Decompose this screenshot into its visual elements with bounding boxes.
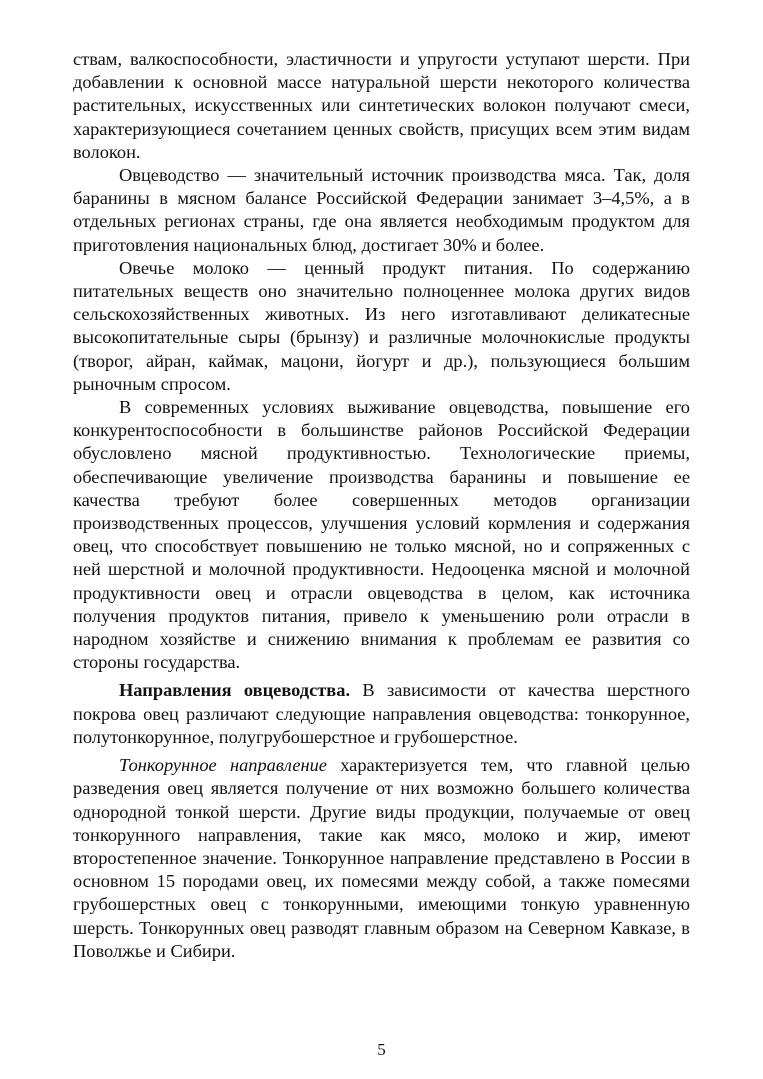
- paragraph-fine-wool: [73, 754, 690, 963]
- paragraph-mutton-production: Овцеводство — значительный источник производства мяса. Так, доля баранины в мясном балансе Российской Федерации занимает 3–4,5%, а в отдельных регионах страны, где она является необходимым продуктом для приготовления национальных блюд, достигает 30% и более.: [73, 165, 690, 255]
- paragraph-fine-wool-body: характеризуется тем, что главной целью разведения овец является получение от них возможно большего количества однородной тонкой шерсти. Другие виды продукции, получаемые от овец тонкорунного направления, такие как мясо, молоко и жир, имеют второстепенное значение. Тонкорунное направление представлено в России в основном 15 породами овец, их помесями между собой, а также помесями грубошерстных овец с тонкорунными, имеющими тонкую уравненную шерсть. Тонкорунных овец разводят главным образом на Северном Кавказе, в Поволжье и Сибири.: [73, 755, 690, 961]
- paragraph-directions-body: В зависимости от качества шерстного покрова овец различают следующие направления овцеводства: тонкорунное, полутонкорунное, полугрубошерстное и грубошерстное.: [73, 680, 691, 747]
- page-body: [73, 48, 690, 963]
- section-heading-directions: Направления овцеводства.: [119, 680, 351, 701]
- paragraph-sheep-milk: Овечье молоко — ценный продукт питания. По содержанию питательных веществ оно значительно полноценнее молока других видов сельскохозяйственных животных. Из него изготавливают деликатесные высокопитательные сыры (брынзу) и различные молочнокислые продукты (творог, айран, каймак, мацони, йогурт и др.), пользующиеся большим рыночным спросом.: [73, 257, 690, 394]
- paragraph-wool-blends: ствам, валкоспособности, эластичности и упругости уступают шерсти. При добавлении к основной массе натуральной шерсти некоторого количества растительных, искусственных или синтетических волокон получают смеси, характеризующиеся сочетанием ценных свойств, присущих всем этим видам волокон.: [73, 49, 690, 162]
- paragraph-directions: [73, 679, 690, 749]
- paragraph-modern-conditions: В современных условиях выживание овцеводства, повышение его конкурентоспособности в большинстве районов Российской Федерации обусловлено мясной продуктивностью. Технологические приемы, обеспечивающие увеличение производства баранины и повышение ее качества требуют более совершенных методов организации производственных процессов, улучшения условий кормления и содержания овец, что способствует повышению не только мясной, но и сопряженных с ней шерстной и молочной продуктивности. Недооценка мясной и молочной продуктивности овец и отрасли овцеводства в целом, как источника получения продуктов питания, привело к уменьшению роли отрасли в народном хозяйстве и снижению внимания к проблемам ее развития со стороны государства.: [73, 397, 690, 673]
- term-fine-wool-direction: Тонкорунное направление: [119, 755, 327, 776]
- page-number: 5: [377, 1040, 386, 1059]
